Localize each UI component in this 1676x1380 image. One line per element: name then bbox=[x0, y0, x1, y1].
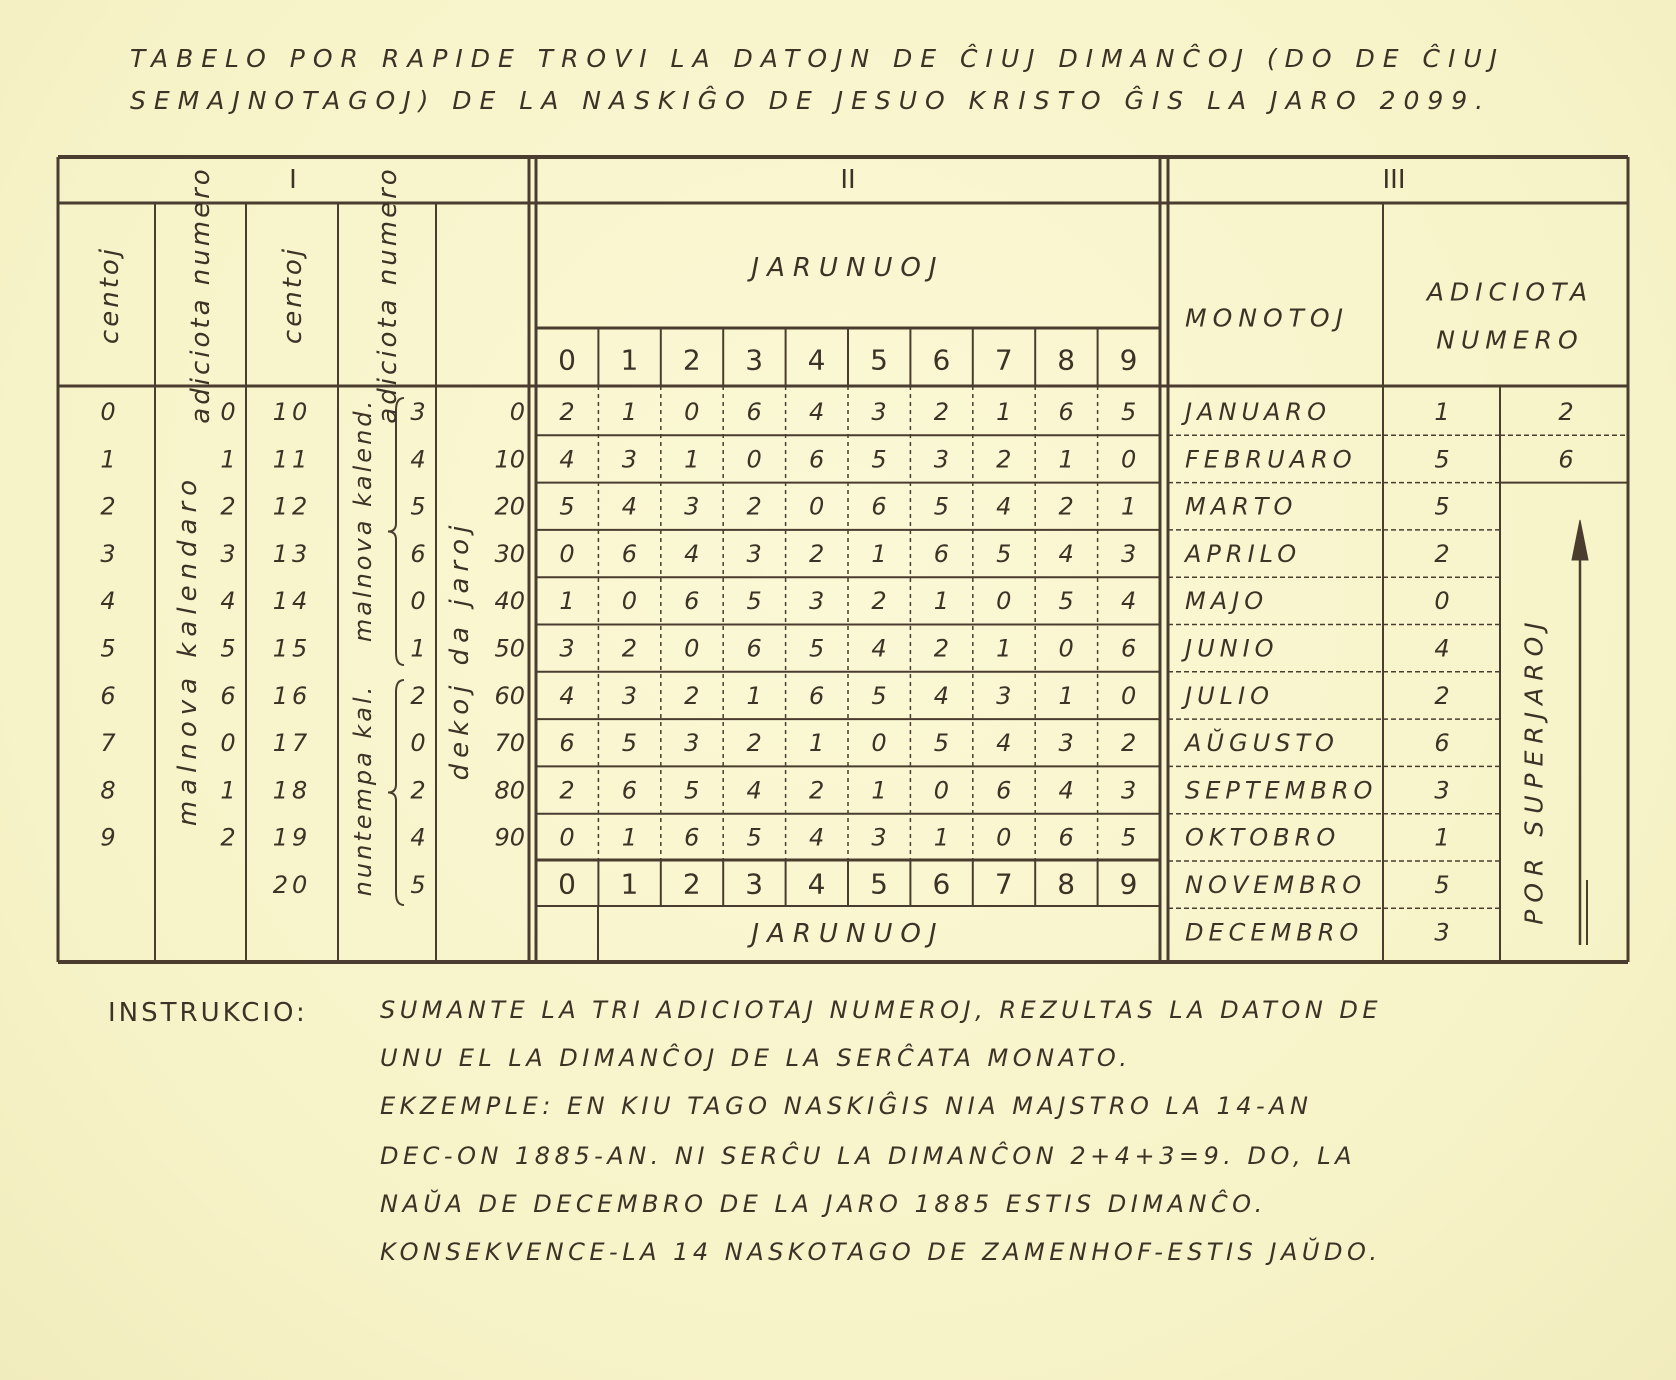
centoj-right-7: 17 bbox=[272, 729, 312, 758]
adiciota-right-6: 2 bbox=[410, 681, 426, 710]
month-value-10: 5 bbox=[1434, 871, 1450, 899]
cell-r6-c9: 0 bbox=[1120, 681, 1137, 710]
cell-r1-c3: 0 bbox=[746, 445, 762, 474]
cell-r1-c6: 3 bbox=[933, 445, 950, 474]
cell-r0-c5: 3 bbox=[871, 398, 887, 426]
label-malnova-kalendaro: malnova kalendaro bbox=[173, 473, 203, 827]
cell-r3-c7: 5 bbox=[996, 539, 1012, 568]
cell-r9-c7: 0 bbox=[996, 823, 1012, 852]
adiciota-left-2: 2 bbox=[220, 492, 236, 521]
cell-r2-c9: 1 bbox=[1120, 492, 1137, 521]
dekoj-0: 0 bbox=[509, 398, 525, 426]
cell-r3-c4: 2 bbox=[808, 539, 825, 568]
instruction-line-1: SUMANTE LA TRI ADICIOTAJ NUMEROJ, REZULTAS LA DATON DE bbox=[380, 996, 1383, 1024]
digit-header-9: 9 bbox=[1119, 343, 1138, 377]
cell-r6-c0: 4 bbox=[559, 681, 575, 710]
cell-r5-c1: 2 bbox=[621, 634, 638, 663]
cell-r5-c3: 6 bbox=[746, 634, 762, 663]
cell-r5-c7: 1 bbox=[996, 634, 1012, 663]
digit-footer-4: 4 bbox=[807, 867, 826, 901]
cell-r4-c7: 0 bbox=[996, 587, 1012, 616]
cell-r3-c3: 3 bbox=[746, 539, 762, 568]
cell-r4-c6: 1 bbox=[933, 587, 950, 616]
adiciota-left-1: 1 bbox=[220, 445, 236, 474]
adiciota-right-8: 2 bbox=[410, 776, 426, 805]
digit-header-6: 6 bbox=[932, 343, 951, 377]
cell-r0-c2: 0 bbox=[684, 398, 700, 426]
month-value-2: 5 bbox=[1434, 492, 1450, 521]
adiciota-left-6: 6 bbox=[220, 681, 236, 710]
digit-header-7: 7 bbox=[994, 343, 1013, 377]
cell-r4-c4: 3 bbox=[808, 587, 825, 616]
cell-r6-c3: 1 bbox=[746, 681, 762, 710]
month-6: JULIO bbox=[1185, 681, 1274, 710]
digit-header-1: 1 bbox=[620, 343, 639, 377]
centoj-left-7: 7 bbox=[100, 729, 116, 758]
digit-header-8: 8 bbox=[1057, 343, 1076, 377]
centoj-right-4: 14 bbox=[272, 587, 312, 616]
cell-r8-c9: 3 bbox=[1120, 776, 1137, 805]
month-0: JANUARO bbox=[1185, 398, 1331, 426]
adiciota-left-7: 0 bbox=[220, 729, 236, 758]
centoj-right-5: 15 bbox=[272, 634, 312, 663]
instruction-line-2: UNU EL LA DIMANĈOJ DE LA SERĈATA MONATO. bbox=[380, 1044, 1132, 1072]
cell-r0-c8: 6 bbox=[1058, 398, 1074, 426]
digit-footer-5: 5 bbox=[870, 867, 888, 901]
instruction-line-5: NAŬA DE DECEMBRO DE LA JARO 1885 ESTIS DIMANĈO. bbox=[380, 1190, 1267, 1218]
centoj-left-6: 6 bbox=[100, 681, 116, 710]
cell-r3-c5: 1 bbox=[871, 539, 887, 568]
instruction-label: INSTRUKCIO: bbox=[108, 998, 308, 1028]
month-value-9: 1 bbox=[1434, 823, 1450, 852]
month-value-1: 5 bbox=[1434, 445, 1450, 474]
section-label-3: III bbox=[1382, 165, 1406, 195]
adiciota-right-0: 3 bbox=[410, 398, 426, 426]
digit-header-0: 0 bbox=[558, 343, 576, 377]
cell-r8-c6: 0 bbox=[933, 776, 950, 805]
digit-header-4: 4 bbox=[807, 343, 826, 377]
instruction-line-6: KONSEKVENCE-LA 14 NASKOTAGO DE ZAMENHOF-ESTIS JAŬDO. bbox=[380, 1238, 1382, 1266]
centoj-left-2: 2 bbox=[100, 492, 116, 521]
digit-footer-0: 0 bbox=[558, 867, 576, 901]
cell-r5-c5: 4 bbox=[871, 634, 887, 663]
dekoj-4: 40 bbox=[494, 587, 525, 616]
cell-r6-c2: 2 bbox=[684, 681, 700, 710]
centoj-right-1: 11 bbox=[272, 445, 312, 474]
digit-header-2: 2 bbox=[682, 343, 701, 377]
month-11: DECEMBRO bbox=[1185, 918, 1364, 947]
cell-r9-c2: 6 bbox=[684, 823, 700, 852]
centoj-right-0: 10 bbox=[272, 398, 312, 426]
cell-r9-c3: 5 bbox=[746, 823, 762, 852]
month-9: OKTOBRO bbox=[1185, 823, 1341, 852]
cell-r4-c8: 5 bbox=[1058, 587, 1074, 616]
cell-r0-c9: 5 bbox=[1120, 398, 1137, 426]
centoj-right-3: 13 bbox=[272, 539, 312, 568]
cell-r8-c2: 5 bbox=[684, 776, 700, 805]
cell-r7-c8: 3 bbox=[1058, 729, 1074, 758]
adiciota-left-4: 4 bbox=[220, 587, 236, 616]
cell-r5-c6: 2 bbox=[933, 634, 950, 663]
digit-footer-1: 1 bbox=[620, 867, 639, 901]
month-value-11: 3 bbox=[1434, 918, 1450, 947]
adiciota-left-3: 3 bbox=[220, 539, 236, 568]
jarunuoj-footer: JARUNUOJ bbox=[751, 919, 945, 949]
cell-r7-c1: 5 bbox=[621, 729, 638, 758]
cell-r9-c5: 3 bbox=[871, 823, 887, 852]
section1-header-0: centoj bbox=[95, 245, 125, 345]
cell-r1-c8: 1 bbox=[1058, 445, 1074, 474]
cell-r9-c9: 5 bbox=[1120, 823, 1137, 852]
digit-footer-7: 7 bbox=[994, 867, 1013, 901]
cell-r2-c3: 2 bbox=[746, 492, 762, 521]
centoj-left-3: 3 bbox=[100, 539, 116, 568]
cell-r6-c1: 3 bbox=[621, 681, 638, 710]
centoj-left-8: 8 bbox=[100, 776, 116, 805]
cell-r2-c4: 0 bbox=[808, 492, 825, 521]
dekoj-3: 30 bbox=[494, 539, 525, 568]
label-dekoj-da-jaroj: dekoj da jaroj bbox=[445, 519, 475, 781]
cell-r0-c6: 2 bbox=[933, 398, 950, 426]
month-1: FEBRUARO bbox=[1185, 445, 1357, 474]
section-label-1: I bbox=[289, 165, 297, 195]
month-2: MARTO bbox=[1185, 492, 1298, 521]
section1-header-2: centoj bbox=[278, 245, 308, 345]
cell-r3-c6: 6 bbox=[933, 539, 950, 568]
cell-r2-c7: 4 bbox=[996, 492, 1012, 521]
cell-r3-c2: 4 bbox=[684, 539, 700, 568]
digit-header-3: 3 bbox=[745, 343, 764, 377]
cell-r8-c8: 4 bbox=[1058, 776, 1074, 805]
cell-r7-c2: 3 bbox=[684, 729, 700, 758]
cell-r2-c6: 5 bbox=[933, 492, 950, 521]
cell-r1-c9: 0 bbox=[1120, 445, 1137, 474]
jarunuoj-header: JARUNUOJ bbox=[751, 253, 945, 283]
month-value-8: 3 bbox=[1434, 776, 1450, 805]
month-value-7: 6 bbox=[1434, 729, 1450, 758]
dekoj-1: 10 bbox=[494, 445, 525, 474]
cell-r6-c4: 6 bbox=[808, 681, 825, 710]
month-value-0: 1 bbox=[1434, 398, 1450, 426]
cell-r1-c4: 6 bbox=[808, 445, 825, 474]
centoj-right-8: 18 bbox=[272, 776, 312, 805]
adiciota-right-5: 1 bbox=[410, 634, 426, 663]
centoj-left-0: 0 bbox=[100, 398, 116, 426]
cell-r7-c0: 6 bbox=[559, 729, 575, 758]
adiciota-right-3: 6 bbox=[410, 539, 426, 568]
cell-r9-c8: 6 bbox=[1058, 823, 1074, 852]
centoj-right-6: 16 bbox=[272, 681, 312, 710]
cell-r6-c8: 1 bbox=[1058, 681, 1074, 710]
section-label-2: II bbox=[840, 165, 856, 195]
cell-r3-c1: 6 bbox=[621, 539, 638, 568]
cell-r9-c4: 4 bbox=[808, 823, 825, 852]
cell-r8-c1: 6 bbox=[621, 776, 638, 805]
centoj-left-5: 5 bbox=[100, 634, 116, 663]
cell-r1-c2: 1 bbox=[684, 445, 700, 474]
cell-r7-c5: 0 bbox=[871, 729, 887, 758]
instruction-line-4: DEC-ON 1885-AN. NI SERĈU LA DIMANĈON 2+4+3=9. DO, LA bbox=[380, 1142, 1356, 1170]
cell-r5-c2: 0 bbox=[684, 634, 700, 663]
digit-footer-2: 2 bbox=[682, 867, 701, 901]
cell-r7-c3: 2 bbox=[746, 729, 762, 758]
cell-r4-c5: 2 bbox=[871, 587, 887, 616]
centoj-right-2: 12 bbox=[272, 492, 312, 521]
month-5: JUNIO bbox=[1185, 634, 1279, 663]
centoj-left-9: 9 bbox=[100, 823, 116, 852]
cell-r1-c0: 4 bbox=[559, 445, 575, 474]
cell-r8-c0: 2 bbox=[559, 776, 575, 805]
digit-footer-8: 8 bbox=[1057, 867, 1076, 901]
dekoj-7: 70 bbox=[494, 729, 525, 758]
month-value-6: 2 bbox=[1434, 681, 1450, 710]
cell-r5-c9: 6 bbox=[1120, 634, 1137, 663]
superjaroj-value-1: 6 bbox=[1558, 445, 1574, 474]
cell-r2-c8: 2 bbox=[1058, 492, 1074, 521]
month-value-3: 2 bbox=[1434, 539, 1450, 568]
adiciota-right-2: 5 bbox=[410, 492, 426, 521]
cell-r7-c4: 1 bbox=[808, 729, 825, 758]
cell-r6-c7: 3 bbox=[996, 681, 1012, 710]
adiciota-right-1: 4 bbox=[410, 445, 426, 474]
title-line-1: TABELO POR RAPIDE TROVI LA DATOJN DE ĈIUJ DIMANĈOJ (DO DE ĈIUJ bbox=[130, 44, 1506, 73]
cell-r8-c4: 2 bbox=[808, 776, 825, 805]
cell-r3-c8: 4 bbox=[1058, 539, 1074, 568]
centoj-left-4: 4 bbox=[100, 587, 116, 616]
cell-r1-c5: 5 bbox=[871, 445, 887, 474]
cell-r6-c5: 5 bbox=[871, 681, 887, 710]
cell-r1-c7: 2 bbox=[996, 445, 1012, 474]
adiciota-left-5: 5 bbox=[220, 634, 236, 663]
cell-r7-c6: 5 bbox=[933, 729, 950, 758]
dekoj-8: 80 bbox=[494, 776, 525, 805]
cell-r3-c9: 3 bbox=[1120, 539, 1137, 568]
cell-r0-c3: 6 bbox=[746, 398, 762, 426]
superjaroj-label: POR SUPERJAROJ bbox=[1519, 615, 1549, 925]
dekoj-6: 60 bbox=[494, 681, 525, 710]
dekoj-2: 20 bbox=[494, 492, 525, 521]
cell-r9-c1: 1 bbox=[621, 823, 638, 852]
digit-header-5: 5 bbox=[870, 343, 888, 377]
adiciota-right-10: 5 bbox=[410, 871, 426, 899]
centoj-left-1: 1 bbox=[100, 445, 116, 474]
cell-r4-c9: 4 bbox=[1120, 587, 1137, 616]
month-3: APRILO bbox=[1185, 539, 1302, 568]
section1-header-1: adiciota numero bbox=[186, 166, 216, 424]
superjaroj-arrow-head bbox=[1572, 520, 1588, 560]
brace-malnova bbox=[388, 398, 404, 665]
cell-r4-c3: 5 bbox=[746, 587, 762, 616]
cell-r0-c4: 4 bbox=[808, 398, 825, 426]
digit-footer-9: 9 bbox=[1119, 867, 1138, 901]
digit-footer-3: 3 bbox=[745, 867, 764, 901]
month-7: AŬGUSTO bbox=[1185, 729, 1339, 758]
cell-r1-c1: 3 bbox=[621, 445, 638, 474]
monotoj-header: MONOTOJ bbox=[1185, 303, 1349, 333]
cell-r8-c5: 1 bbox=[871, 776, 887, 805]
centoj-right-10: 20 bbox=[272, 871, 312, 899]
cell-r0-c1: 1 bbox=[621, 398, 638, 426]
month-10: NOVEMBRO bbox=[1185, 871, 1367, 899]
cell-r9-c0: 0 bbox=[559, 823, 575, 852]
month-value-4: 0 bbox=[1434, 587, 1450, 616]
label-nuntempa-kal: nuntempa kal. bbox=[349, 683, 377, 897]
superjaroj-value-0: 2 bbox=[1558, 398, 1574, 426]
adiciota-header-1: ADICIOTA bbox=[1426, 277, 1594, 307]
adiciota-left-9: 2 bbox=[220, 823, 236, 852]
cell-r0-c7: 1 bbox=[996, 398, 1012, 426]
title-line-2: SEMAJNOTAGOJ) DE LA NASKIĜO DE JESUO KRISTO ĜIS LA JARO 2099. bbox=[130, 86, 1492, 115]
adiciota-header-2: NUMERO bbox=[1436, 325, 1584, 355]
cell-r8-c7: 6 bbox=[996, 776, 1012, 805]
cell-r5-c4: 5 bbox=[808, 634, 825, 663]
digit-footer-6: 6 bbox=[932, 867, 951, 901]
cell-r2-c2: 3 bbox=[684, 492, 700, 521]
cell-r8-c3: 4 bbox=[746, 776, 762, 805]
cell-r2-c0: 5 bbox=[559, 492, 575, 521]
adiciota-right-7: 0 bbox=[410, 729, 426, 758]
cell-r4-c1: 0 bbox=[621, 587, 638, 616]
cell-r2-c1: 4 bbox=[621, 492, 638, 521]
cell-r4-c0: 1 bbox=[559, 587, 575, 616]
cell-r3-c0: 0 bbox=[559, 539, 575, 568]
brace-nuntempa bbox=[388, 680, 404, 905]
adiciota-right-4: 0 bbox=[410, 587, 426, 616]
section1-header-3: adiciota numero bbox=[373, 166, 403, 424]
centoj-right-9: 19 bbox=[272, 823, 312, 852]
dekoj-9: 90 bbox=[494, 823, 525, 852]
cell-r2-c5: 6 bbox=[871, 492, 887, 521]
cell-r5-c8: 0 bbox=[1058, 634, 1074, 663]
cell-r6-c6: 4 bbox=[933, 681, 950, 710]
dekoj-5: 50 bbox=[494, 634, 525, 663]
cell-r7-c7: 4 bbox=[996, 729, 1012, 758]
label-malnova-kalend: malnova kalend. bbox=[349, 397, 377, 643]
month-8: SEPTEMBRO bbox=[1185, 776, 1378, 805]
adiciota-left-8: 1 bbox=[220, 776, 236, 805]
cell-r5-c0: 3 bbox=[559, 634, 575, 663]
instruction-line-3: EKZEMPLE: EN KIU TAGO NASKIĜIS NIA MAJSTRO LA 14-AN bbox=[380, 1092, 1313, 1120]
cell-r9-c6: 1 bbox=[933, 823, 950, 852]
cell-r7-c9: 2 bbox=[1120, 729, 1137, 758]
cell-r0-c0: 2 bbox=[559, 398, 575, 426]
adiciota-right-9: 4 bbox=[410, 823, 426, 852]
month-4: MAJO bbox=[1185, 587, 1269, 616]
month-value-5: 4 bbox=[1434, 634, 1450, 663]
cell-r4-c2: 6 bbox=[684, 587, 700, 616]
adiciota-left-0: 0 bbox=[220, 398, 236, 426]
